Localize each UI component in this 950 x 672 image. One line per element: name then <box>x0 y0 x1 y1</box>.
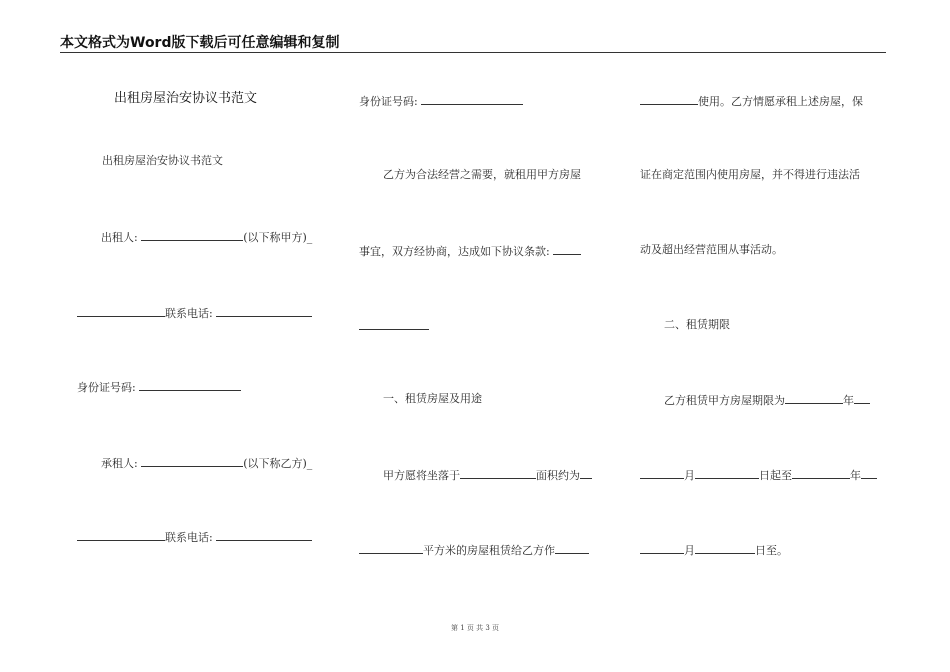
unit-month-1: 月 <box>684 469 695 482</box>
lessor-id-line <box>77 379 241 395</box>
phone-label-2: 联系电话: <box>165 531 213 544</box>
intro-para-line-2 <box>359 243 581 259</box>
unit-month-2: 月 <box>684 544 695 557</box>
lessee-label: 承租人: <box>101 457 138 470</box>
s1-text-a: 甲方愿将坐落于 <box>383 469 460 482</box>
area-blank[interactable] <box>580 467 592 479</box>
lessor-suffix: (以下称甲方)_ <box>243 231 313 244</box>
lessor-phone-blank[interactable] <box>216 305 312 317</box>
term-text: 乙方租赁甲方房屋期限为 <box>664 394 785 407</box>
term-start-month-prefix-blank[interactable] <box>854 392 870 404</box>
lessor-name-blank[interactable] <box>141 229 243 241</box>
term-start-month-blank[interactable] <box>640 467 684 479</box>
term-end-day-blank[interactable] <box>695 542 755 554</box>
document-header-banner: 本文格式为Word版下载后可任意编辑和复制 <box>60 35 340 51</box>
lessor-line <box>101 229 312 245</box>
unit-from-day: 日起至 <box>759 469 792 482</box>
lessor-label: 出租人: <box>101 231 138 244</box>
term-end-month-prefix-blank[interactable] <box>861 467 877 479</box>
lessee-phone-blank[interactable] <box>216 529 312 541</box>
col3-text-1: 使用。乙方情愿承租上述房屋，保 <box>698 95 863 108</box>
intro-para-line-3 <box>359 318 429 334</box>
s1-line2-text: 平方米的房屋租赁给乙方作 <box>423 544 555 557</box>
location-blank[interactable] <box>460 467 536 479</box>
unit-to-day: 日至。 <box>755 544 788 557</box>
section-1-heading: 一、租赁房屋及用途 <box>383 392 482 405</box>
col3-line-1 <box>640 93 863 109</box>
id-label-1: 身份证号码: <box>77 381 136 394</box>
term-end-year-blank[interactable] <box>792 467 850 479</box>
phone-label-1: 联系电话: <box>165 307 213 320</box>
term-line-1 <box>664 392 870 408</box>
intro-para-text: 事宜，双方经协商，达成如下协议条款: <box>359 245 550 258</box>
lessor-extra-blank[interactable] <box>77 305 165 317</box>
lessee-id-line <box>359 93 523 109</box>
section-2-heading: 二、租赁期限 <box>664 318 730 331</box>
lessee-name-blank[interactable] <box>141 455 243 467</box>
term-start-day-blank[interactable] <box>695 467 759 479</box>
unit-year-2: 年 <box>850 469 861 482</box>
subtitle: 出租房屋治安协议书范文 <box>102 154 223 167</box>
col3-line-3: 动及超出经营范围从事活动。 <box>640 243 783 256</box>
purpose-continuation-blank[interactable] <box>640 93 698 105</box>
header-rule <box>60 52 886 53</box>
id-label-2: 身份证号码: <box>359 95 418 108</box>
purpose-blank[interactable] <box>555 542 589 554</box>
intro-para-line-1: 乙方为合法经营之需要，就租用甲方房屋 <box>383 168 581 181</box>
unit-year-1: 年 <box>843 394 854 407</box>
term-line-2 <box>640 467 877 483</box>
lessee-phone-line <box>77 529 312 545</box>
section-1-line-2 <box>359 542 589 558</box>
lessor-phone-line <box>77 305 312 321</box>
intro-para-blank[interactable] <box>553 243 581 255</box>
area-value-blank[interactable] <box>359 542 423 554</box>
col3-line-2: 证在商定范围内使用房屋，并不得进行违法活 <box>640 168 860 181</box>
lessor-id-blank[interactable] <box>139 379 241 391</box>
page-number: 第 1 页 共 3 页 <box>450 624 500 632</box>
term-end-month-blank[interactable] <box>640 542 684 554</box>
term-start-year-blank[interactable] <box>785 392 843 404</box>
intro-para-blank-2[interactable] <box>359 318 429 330</box>
term-line-3 <box>640 542 788 558</box>
lessee-line <box>101 455 312 471</box>
section-1-line-1 <box>383 467 592 483</box>
lessee-extra-blank[interactable] <box>77 529 165 541</box>
document-title: 出租房屋治安协议书范文 <box>114 91 258 106</box>
lessee-id-blank[interactable] <box>421 93 523 105</box>
s1-text-b: 面积约为 <box>536 469 580 482</box>
lessee-suffix: (以下称乙方)_ <box>243 457 313 470</box>
